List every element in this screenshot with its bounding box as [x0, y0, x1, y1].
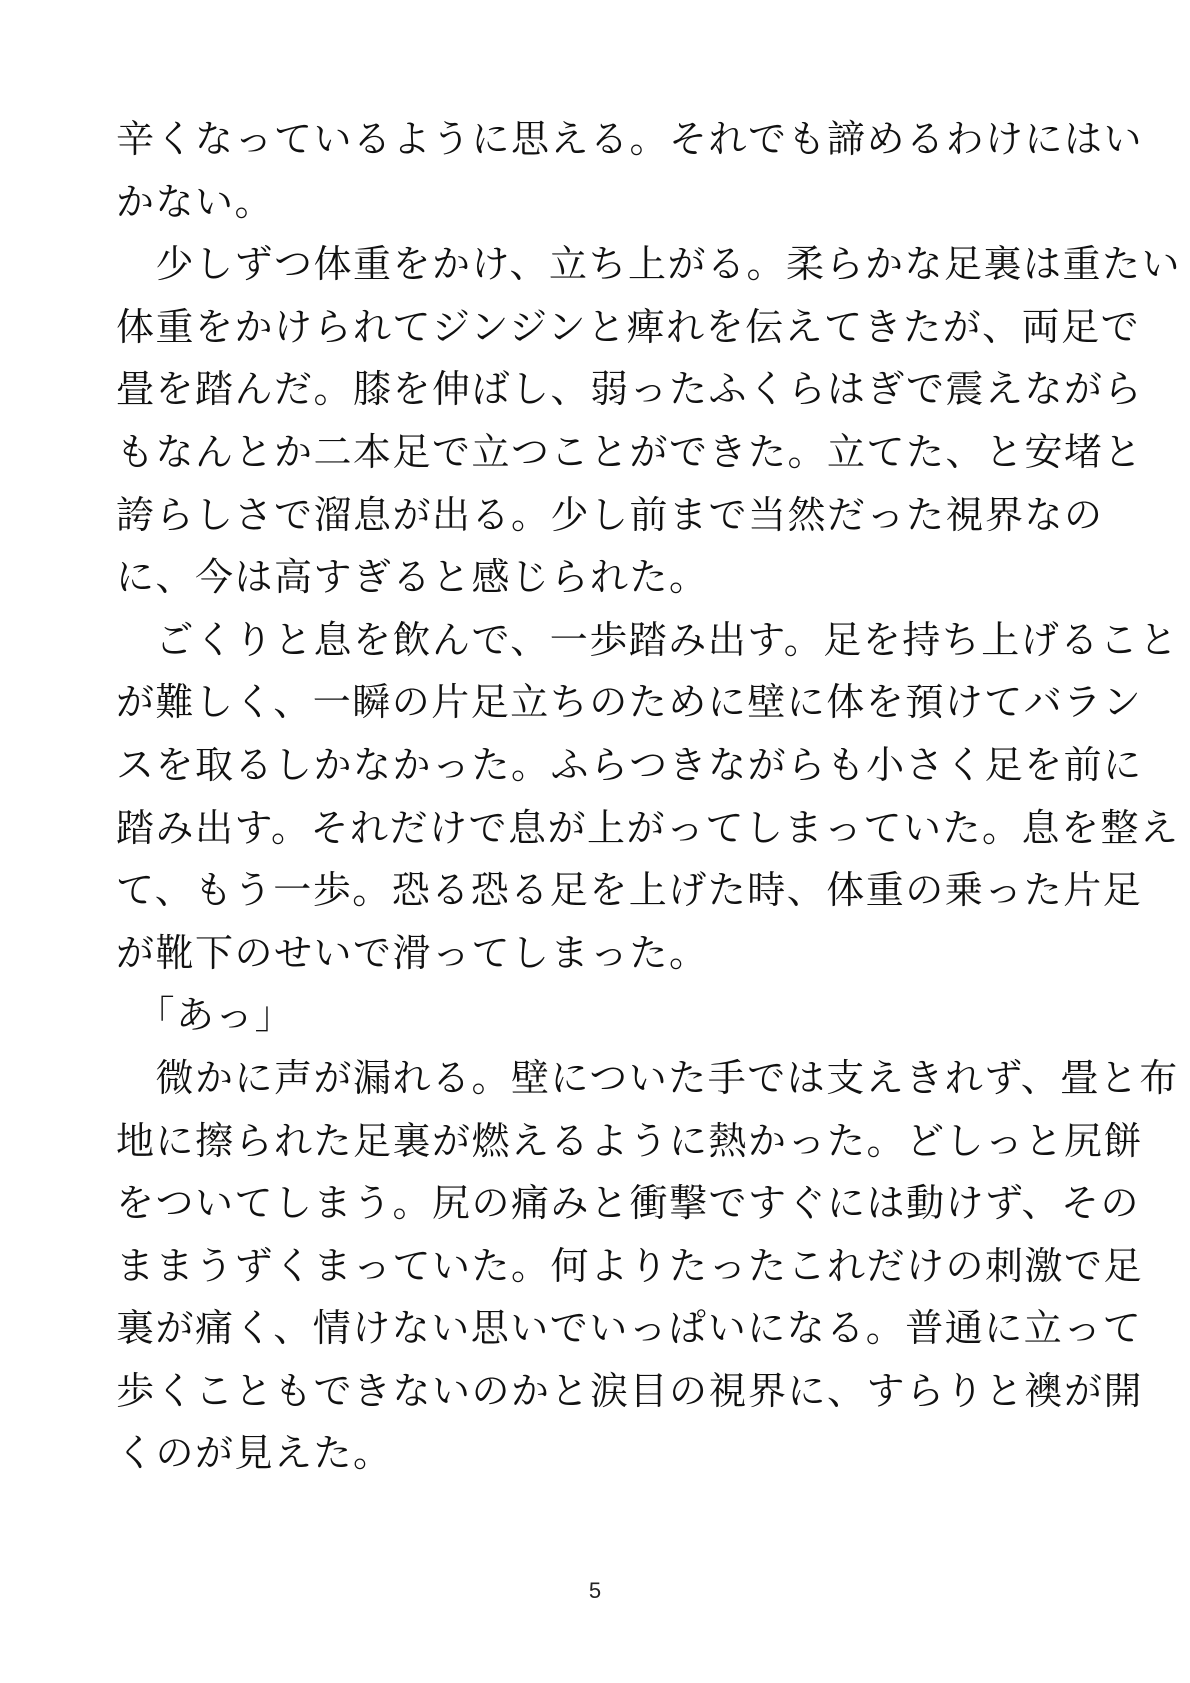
text-line: スを取るしかなかった。ふらつきながらも小さく足を前に	[116, 742, 1143, 787]
text-line: 歩くこともできないのかと涙目の視界に、すらりと襖が開	[116, 1368, 1144, 1413]
text-line: かない。	[116, 179, 275, 224]
text-line: ごくりと息を飲んで、一歩踏み出す。足を持ち上げること	[116, 617, 1179, 662]
text-line: 少しずつ体重をかけ、立ち上がる。柔らかな足裏は重たい	[116, 242, 1181, 287]
text-line: 裏が痛く、情けない思いでいっぱいになる。普通に立って	[116, 1306, 1143, 1351]
page-number: 5	[588, 1578, 602, 1603]
text-line: ままうずくまっていた。何よりたったこれだけの刺激で足	[116, 1243, 1144, 1288]
text-line: 誇らしさで溜息が出る。少し前まで当然だった視界なの	[116, 492, 1104, 537]
text-line: て、もう一歩。恐る恐る足を上げた時、体重の乗った片足	[116, 868, 1143, 913]
text-line: に、今は高すぎると感じられた。	[116, 555, 709, 600]
text-line: 体重をかけられてジンジンと痺れを伝えてきたが、両足で	[116, 304, 1141, 349]
text-line: 畳を踏んだ。膝を伸ばし、弱ったふくらはぎで震えながら	[116, 367, 1144, 412]
text-line: が靴下のせいで滑ってしまった。	[116, 930, 709, 975]
text-line: が難しく、一瞬の片足立ちのために壁に体を預けてバラン	[116, 680, 1143, 725]
text-line: もなんとか二本足で立つことができた。立てた、と安堵と	[116, 429, 1144, 474]
text-line: 辛くなっているように思える。それでも諦めるわけにはい	[116, 117, 1144, 161]
text-line: をついてしまう。尻の痛みと衝撃ですぐには動けず、その	[116, 1181, 1140, 1226]
text-line: 踏み出す。それだけで息が上がってしまっていた。息を整え	[116, 805, 1180, 850]
text-line: 地に擦られた足裏が燃えるように熱かった。どしっと尻餅	[116, 1118, 1144, 1163]
text-line: 微かに声が漏れる。壁についた手では支えきれず、畳と布	[116, 1055, 1179, 1100]
text-line: 「あっ」	[116, 993, 295, 1038]
body-text	[116, 108, 1181, 1485]
text-line: くのが見えた。	[116, 1431, 393, 1476]
